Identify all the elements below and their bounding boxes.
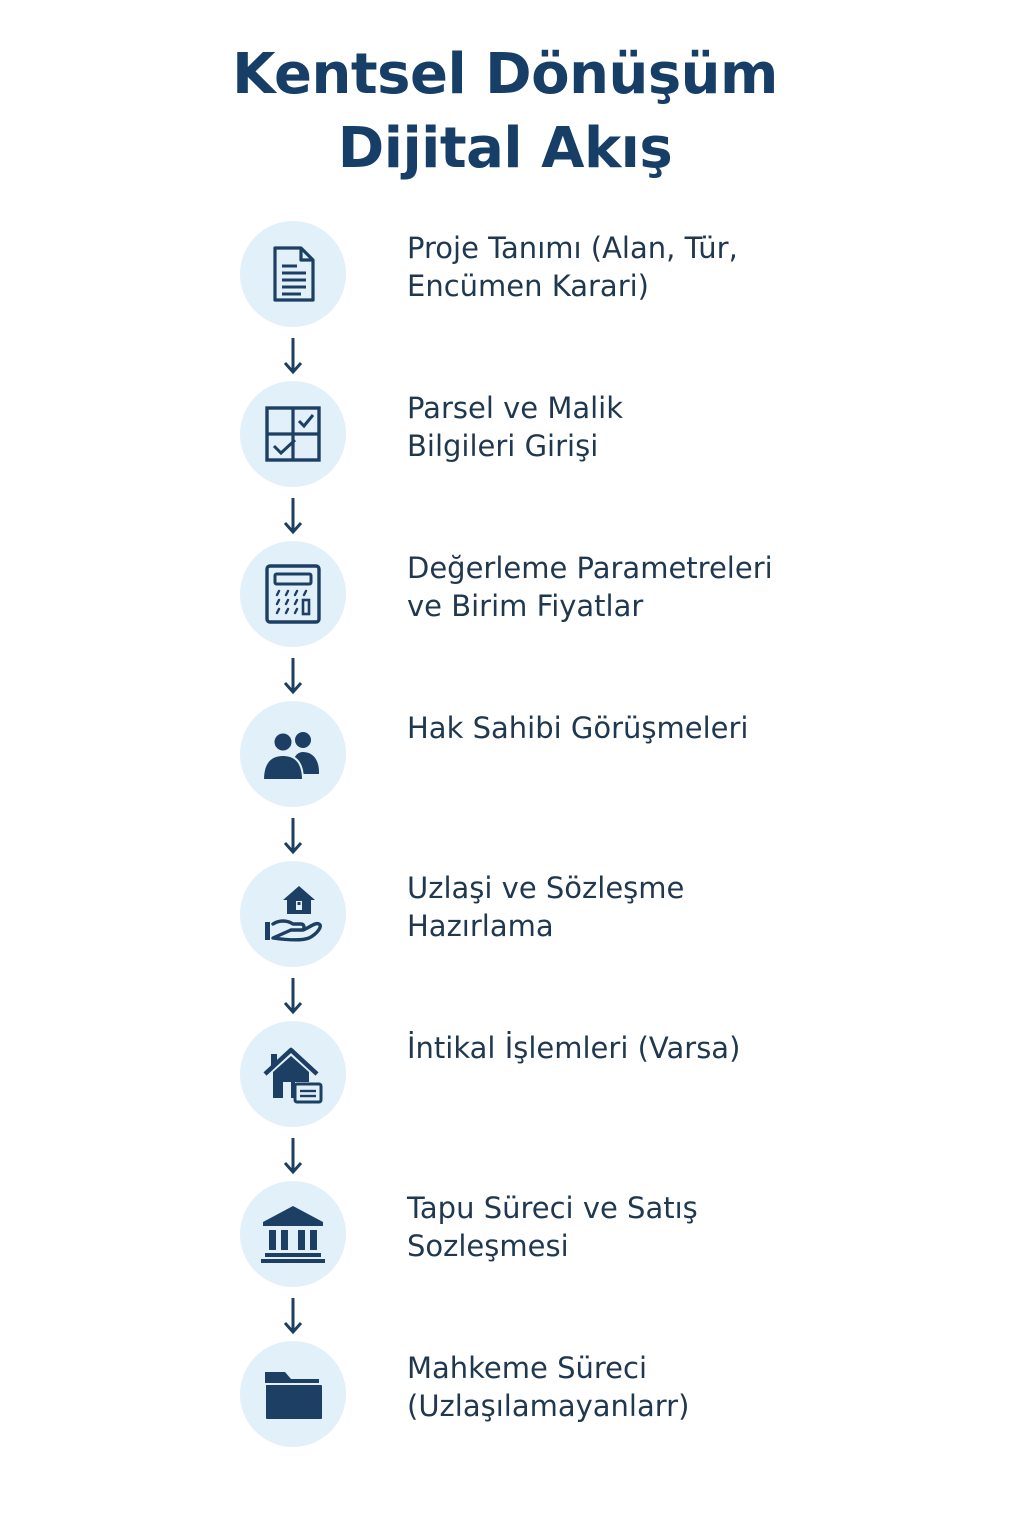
house-document-icon <box>261 1042 325 1106</box>
step-label-line-1: Uzlaşi ve Sözleşme <box>407 871 685 905</box>
flow-step-rightholder-meetings <box>0 701 1024 811</box>
step-icon-circle <box>240 541 346 647</box>
step-icon-circle <box>240 1021 346 1127</box>
flow-step-inheritance-transfer <box>0 1021 1024 1131</box>
page-title <box>0 38 1010 186</box>
down-arrow-icon <box>280 656 306 696</box>
flow-step-valuation <box>0 541 1024 651</box>
down-arrow-icon <box>280 1136 306 1176</box>
step-label <box>407 549 967 625</box>
step-label-line-2: ve Birim Fiyatlar <box>407 589 644 623</box>
flow-step-court-process <box>0 1341 1024 1451</box>
step-label <box>407 389 967 465</box>
down-arrow-icon <box>280 496 306 536</box>
step-icon-circle <box>240 1181 346 1287</box>
document-icon <box>261 242 325 306</box>
title-line-2: Dijital Akış <box>337 116 673 181</box>
step-label-line-2: Encümen Karari) <box>407 269 649 303</box>
step-label <box>407 1189 967 1265</box>
step-label-line-2: Hazırlama <box>407 909 554 943</box>
step-label-line-2: Sozleşmesi <box>407 1229 569 1263</box>
down-arrow-icon <box>280 816 306 856</box>
step-label-line-1: Hak Sahibi Görüşmeleri <box>407 711 749 745</box>
step-icon-circle <box>240 861 346 967</box>
people-icon <box>261 722 325 786</box>
hand-house-icon <box>261 882 325 946</box>
down-arrow-icon <box>280 336 306 376</box>
flow-step-title-deed-sale <box>0 1181 1024 1291</box>
step-label-line-1: Değerleme Parametreleri <box>407 551 773 585</box>
step-label-line-1: Mahkeme Süreci <box>407 1351 648 1385</box>
title-line-1: Kentsel Dönüşüm <box>232 42 778 107</box>
parcel-grid-check-icon <box>261 402 325 466</box>
step-label-line-1: Parsel ve Malik <box>407 391 624 425</box>
step-label <box>407 1029 967 1067</box>
step-label <box>407 869 967 945</box>
down-arrow-icon <box>280 976 306 1016</box>
calculator-icon <box>261 562 325 626</box>
step-label <box>407 709 967 747</box>
step-icon-circle <box>240 701 346 807</box>
step-label-line-1: İntikal İşlemleri (Varsa) <box>407 1031 741 1065</box>
step-label <box>407 1349 967 1425</box>
down-arrow-icon <box>280 1296 306 1336</box>
step-icon-circle <box>240 381 346 487</box>
step-icon-circle <box>240 221 346 327</box>
folder-icon <box>261 1362 325 1426</box>
step-label-line-2: (Uzlaşılamayanlarr) <box>407 1389 690 1423</box>
flow-step-project-definition <box>0 221 1024 331</box>
step-label-line-1: Tapu Süreci ve Satış <box>407 1191 698 1225</box>
step-label-line-1: Proje Tanımı (Alan, Tür, <box>407 231 738 265</box>
flow-step-agreement-contract <box>0 861 1024 971</box>
bank-building-icon <box>261 1202 325 1266</box>
flow-step-parcel-owner-input <box>0 381 1024 491</box>
step-label-line-2: Bilgileri Girişi <box>407 429 599 463</box>
step-label <box>407 229 967 305</box>
step-icon-circle <box>240 1341 346 1447</box>
